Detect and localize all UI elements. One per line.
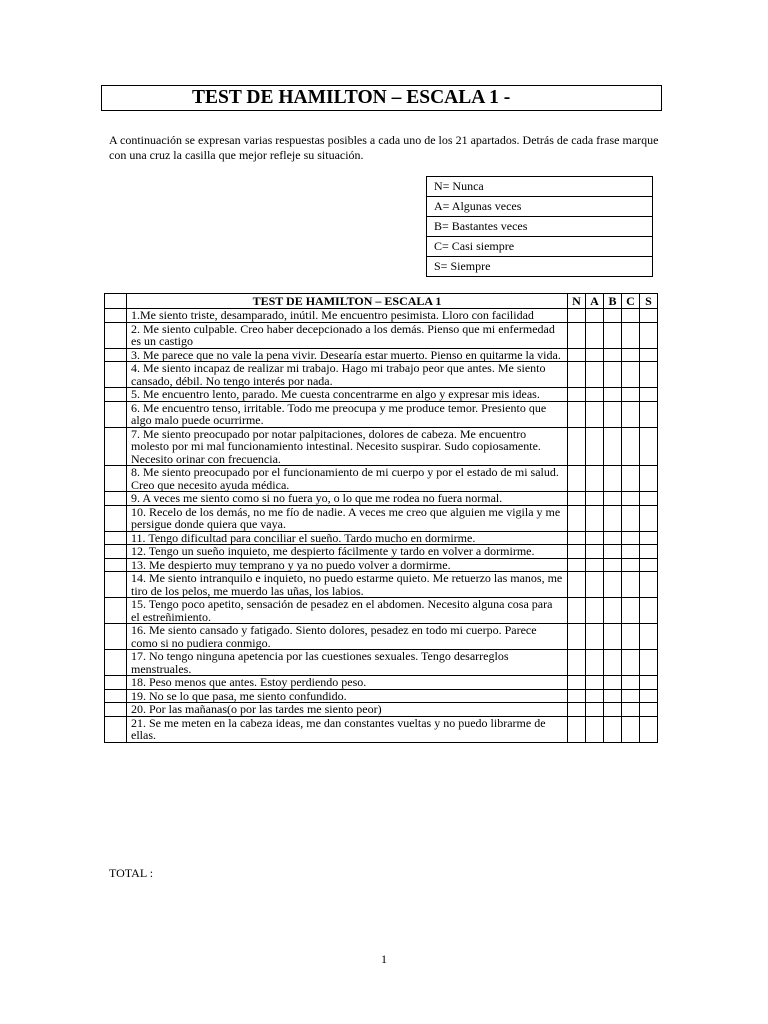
legend-item: C= Casi siempre bbox=[427, 237, 653, 257]
answer-cell-b[interactable] bbox=[604, 427, 622, 466]
answer-cell-s[interactable] bbox=[640, 505, 658, 531]
answer-cell-n[interactable] bbox=[568, 572, 586, 598]
table-row bbox=[105, 492, 658, 506]
answer-cell-n[interactable] bbox=[568, 309, 586, 323]
answer-cell-n[interactable] bbox=[568, 427, 586, 466]
legend-item: N= Nunca bbox=[427, 177, 653, 197]
question-text: 2. Me siento culpable. Creo haber decepcionado a los demás. Pienso que mi enfermedad es un castigo bbox=[127, 322, 568, 348]
answer-cell-s[interactable] bbox=[640, 492, 658, 506]
row-blank-cell bbox=[105, 309, 127, 323]
answer-cell-a[interactable] bbox=[586, 401, 604, 427]
answer-cell-n[interactable] bbox=[568, 362, 586, 388]
answer-cell-b[interactable] bbox=[604, 716, 622, 742]
table-row bbox=[105, 362, 658, 388]
answer-cell-a[interactable] bbox=[586, 650, 604, 676]
answer-cell-b[interactable] bbox=[604, 348, 622, 362]
table-row bbox=[105, 348, 658, 362]
answer-cell-a[interactable] bbox=[586, 558, 604, 572]
answer-cell-a[interactable] bbox=[586, 676, 604, 690]
answer-cell-c[interactable] bbox=[622, 545, 640, 559]
table-row bbox=[105, 505, 658, 531]
row-blank-cell bbox=[105, 466, 127, 492]
answer-cell-n[interactable] bbox=[568, 388, 586, 402]
answer-cell-n[interactable] bbox=[568, 401, 586, 427]
answer-cell-b[interactable] bbox=[604, 572, 622, 598]
row-blank-cell bbox=[105, 427, 127, 466]
answer-cell-a[interactable] bbox=[586, 689, 604, 703]
table-row bbox=[105, 598, 658, 624]
answer-cell-c[interactable] bbox=[622, 427, 640, 466]
answer-cell-n[interactable] bbox=[568, 598, 586, 624]
legend-table bbox=[426, 176, 653, 277]
answer-cell-s[interactable] bbox=[640, 716, 658, 742]
answer-cell-c[interactable] bbox=[622, 676, 640, 690]
question-text: 18. Peso menos que antes. Estoy perdiendo peso. bbox=[127, 676, 568, 690]
answer-cell-a[interactable] bbox=[586, 492, 604, 506]
answer-cell-n[interactable] bbox=[568, 624, 586, 650]
table-header-row bbox=[105, 294, 658, 309]
page-number: 1 bbox=[381, 952, 387, 966]
answer-cell-a[interactable] bbox=[586, 545, 604, 559]
row-blank-cell bbox=[105, 322, 127, 348]
question-text: 21. Se me meten en la cabeza ideas, me dan constantes vueltas y no puedo librarme de ellas. bbox=[127, 716, 568, 742]
row-blank-cell bbox=[105, 703, 127, 717]
legend-item: B= Bastantes veces bbox=[427, 217, 653, 237]
answer-cell-a[interactable] bbox=[586, 624, 604, 650]
question-text: 19. No se lo que pasa, me siento confundido. bbox=[127, 689, 568, 703]
row-blank-cell bbox=[105, 531, 127, 545]
answer-cell-c[interactable] bbox=[622, 466, 640, 492]
question-text: 1.Me siento triste, desamparado, inútil. Me encuentro pesimista. Lloro con facilidad bbox=[127, 309, 568, 323]
answer-cell-n[interactable] bbox=[568, 492, 586, 506]
answer-cell-a[interactable] bbox=[586, 531, 604, 545]
hamilton-table bbox=[104, 293, 658, 743]
table-row bbox=[105, 545, 658, 559]
answer-cell-b[interactable] bbox=[604, 650, 622, 676]
question-text: 14. Me siento intranquilo e inquieto, no puedo estarme quieto. Me retuerzo las manos, me tiro de los pelos, me muerdo las uñas, los labios. bbox=[127, 572, 568, 598]
legend-row bbox=[427, 237, 653, 257]
answer-cell-b[interactable] bbox=[604, 362, 622, 388]
answer-cell-s[interactable] bbox=[640, 558, 658, 572]
answer-cell-b[interactable] bbox=[604, 676, 622, 690]
table-row bbox=[105, 401, 658, 427]
column-header-a: A bbox=[586, 294, 604, 309]
answer-cell-s[interactable] bbox=[640, 545, 658, 559]
answer-cell-n[interactable] bbox=[568, 676, 586, 690]
answer-cell-b[interactable] bbox=[604, 689, 622, 703]
legend-row bbox=[427, 257, 653, 277]
answer-cell-s[interactable] bbox=[640, 466, 658, 492]
answer-cell-s[interactable] bbox=[640, 703, 658, 717]
answer-cell-s[interactable] bbox=[640, 348, 658, 362]
answer-cell-c[interactable] bbox=[622, 598, 640, 624]
row-blank-cell bbox=[105, 624, 127, 650]
answer-cell-b[interactable] bbox=[604, 401, 622, 427]
answer-cell-b[interactable] bbox=[604, 492, 622, 506]
answer-cell-c[interactable] bbox=[622, 322, 640, 348]
question-text: 20. Por las mañanas(o por las tardes me siento peor) bbox=[127, 703, 568, 717]
answer-cell-c[interactable] bbox=[622, 531, 640, 545]
answer-cell-s[interactable] bbox=[640, 689, 658, 703]
row-blank-cell bbox=[105, 598, 127, 624]
answer-cell-b[interactable] bbox=[604, 309, 622, 323]
row-blank-cell bbox=[105, 572, 127, 598]
row-blank-cell bbox=[105, 545, 127, 559]
table-row bbox=[105, 466, 658, 492]
answer-cell-c[interactable] bbox=[622, 558, 640, 572]
answer-cell-b[interactable] bbox=[604, 624, 622, 650]
answer-cell-a[interactable] bbox=[586, 572, 604, 598]
table-row bbox=[105, 703, 658, 717]
table-row bbox=[105, 309, 658, 323]
row-blank-cell bbox=[105, 362, 127, 388]
answer-cell-n[interactable] bbox=[568, 650, 586, 676]
question-text: 16. Me siento cansado y fatigado. Siento dolores, pesadez en todo mi cuerpo. Parece como si no pudiera conmigo. bbox=[127, 624, 568, 650]
answer-cell-s[interactable] bbox=[640, 676, 658, 690]
question-text: 10. Recelo de los demás, no me fío de nadie. A veces me creo que alguien me vigila y me persigue donde quiera que vaya. bbox=[127, 505, 568, 531]
legend-row bbox=[427, 197, 653, 217]
column-header-s: S bbox=[640, 294, 658, 309]
answer-cell-s[interactable] bbox=[640, 624, 658, 650]
question-text: 7. Me siento preocupado por notar palpitaciones, dolores de cabeza. Me encuentro molesto por mi mal funcionamiento intestinal. Necesito suspirar. Sudo copiosamente. Necesito orinar con frecuencia. bbox=[127, 427, 568, 466]
table-row bbox=[105, 388, 658, 402]
answer-cell-c[interactable] bbox=[622, 572, 640, 598]
row-blank-cell bbox=[105, 716, 127, 742]
answer-cell-b[interactable] bbox=[604, 545, 622, 559]
answer-cell-n[interactable] bbox=[568, 531, 586, 545]
question-text: 13. Me despierto muy temprano y ya no puedo volver a dormirme. bbox=[127, 558, 568, 572]
question-text: 12. Tengo un sueño inquieto, me despierto fácilmente y tardo en volver a dormirme. bbox=[127, 545, 568, 559]
row-blank-cell bbox=[105, 401, 127, 427]
row-blank-cell bbox=[105, 558, 127, 572]
column-header-c: C bbox=[622, 294, 640, 309]
answer-cell-a[interactable] bbox=[586, 362, 604, 388]
question-text: 5. Me encuentro lento, parado. Me cuesta concentrarme en algo y expresar mis ideas. bbox=[127, 388, 568, 402]
answer-cell-a[interactable] bbox=[586, 505, 604, 531]
answer-cell-c[interactable] bbox=[622, 309, 640, 323]
answer-cell-a[interactable] bbox=[586, 466, 604, 492]
answer-cell-c[interactable] bbox=[622, 624, 640, 650]
question-text: 15. Tengo poco apetito, sensación de pesadez en el abdomen. Necesito alguna cosa para el estreñimiento. bbox=[127, 598, 568, 624]
question-text: 11. Tengo dificultad para conciliar el sueño. Tardo mucho en dormirme. bbox=[127, 531, 568, 545]
answer-cell-s[interactable] bbox=[640, 427, 658, 466]
answer-cell-b[interactable] bbox=[604, 322, 622, 348]
legend-item: S= Siempre bbox=[427, 257, 653, 277]
answer-cell-a[interactable] bbox=[586, 427, 604, 466]
answer-cell-b[interactable] bbox=[604, 531, 622, 545]
question-text: 4. Me siento incapaz de realizar mi trabajo. Hago mi trabajo peor que antes. Me siento cansado, débil. No tengo interés por nada. bbox=[127, 362, 568, 388]
answer-cell-s[interactable] bbox=[640, 531, 658, 545]
answer-cell-c[interactable] bbox=[622, 362, 640, 388]
answer-cell-n[interactable] bbox=[568, 322, 586, 348]
answer-cell-n[interactable] bbox=[568, 505, 586, 531]
table-row bbox=[105, 624, 658, 650]
answer-cell-c[interactable] bbox=[622, 401, 640, 427]
document-title: TEST DE HAMILTON – ESCALA 1 - bbox=[192, 87, 511, 108]
answer-cell-a[interactable] bbox=[586, 322, 604, 348]
table-row bbox=[105, 322, 658, 348]
answer-cell-n[interactable] bbox=[568, 348, 586, 362]
answer-cell-a[interactable] bbox=[586, 388, 604, 402]
table-row bbox=[105, 572, 658, 598]
intro-text: A continuación se expresan varias respuestas posibles a cada uno de los 21 apartados. Detrás de cada frase marque con una cruz la casilla que mejor refleje su situación. bbox=[109, 133, 659, 162]
answer-cell-c[interactable] bbox=[622, 716, 640, 742]
answer-cell-b[interactable] bbox=[604, 558, 622, 572]
answer-cell-n[interactable] bbox=[568, 689, 586, 703]
legend-row bbox=[427, 217, 653, 237]
answer-cell-s[interactable] bbox=[640, 598, 658, 624]
answer-cell-c[interactable] bbox=[622, 505, 640, 531]
row-blank-cell bbox=[105, 505, 127, 531]
answer-cell-n[interactable] bbox=[568, 558, 586, 572]
row-blank-cell bbox=[105, 388, 127, 402]
answer-cell-b[interactable] bbox=[604, 466, 622, 492]
answer-cell-s[interactable] bbox=[640, 401, 658, 427]
answer-cell-b[interactable] bbox=[604, 388, 622, 402]
answer-cell-n[interactable] bbox=[568, 716, 586, 742]
question-text: 9. A veces me siento como si no fuera yo, o lo que me rodea no fuera normal. bbox=[127, 492, 568, 506]
answer-cell-s[interactable] bbox=[640, 309, 658, 323]
question-text: 17. No tengo ninguna apetencia por las cuestiones sexuales. Tengo desarreglos menstruales. bbox=[127, 650, 568, 676]
legend-row bbox=[427, 177, 653, 197]
row-blank-cell bbox=[105, 676, 127, 690]
question-text: 3. Me parece que no vale la pena vivir. Desearía estar muerto. Pienso en quitarme la vida. bbox=[127, 348, 568, 362]
question-text: 8. Me siento preocupado por el funcionamiento de mi cuerpo y por el estado de mi salud. Creo que necesito ayuda médica. bbox=[127, 466, 568, 492]
answer-cell-a[interactable] bbox=[586, 598, 604, 624]
answer-cell-n[interactable] bbox=[568, 466, 586, 492]
answer-cell-s[interactable] bbox=[640, 388, 658, 402]
table-row bbox=[105, 676, 658, 690]
answer-cell-s[interactable] bbox=[640, 322, 658, 348]
row-blank-cell bbox=[105, 348, 127, 362]
answer-cell-c[interactable] bbox=[622, 348, 640, 362]
row-blank-cell bbox=[105, 650, 127, 676]
answer-cell-c[interactable] bbox=[622, 492, 640, 506]
answer-cell-b[interactable] bbox=[604, 505, 622, 531]
table-row bbox=[105, 427, 658, 466]
table-row bbox=[105, 650, 658, 676]
answer-cell-b[interactable] bbox=[604, 598, 622, 624]
answer-cell-a[interactable] bbox=[586, 703, 604, 717]
question-text: 6. Me encuentro tenso, irritable. Todo me preocupa y me produce temor. Presiento que algo malo puede ocurrirme. bbox=[127, 401, 568, 427]
total-label: TOTAL : bbox=[109, 866, 154, 880]
legend-item: A= Algunas veces bbox=[427, 197, 653, 217]
answer-cell-s[interactable] bbox=[640, 362, 658, 388]
answer-cell-n[interactable] bbox=[568, 703, 586, 717]
answer-cell-c[interactable] bbox=[622, 703, 640, 717]
table-row bbox=[105, 531, 658, 545]
answer-cell-a[interactable] bbox=[586, 348, 604, 362]
title-box bbox=[101, 85, 662, 111]
answer-cell-s[interactable] bbox=[640, 650, 658, 676]
answer-cell-a[interactable] bbox=[586, 309, 604, 323]
header-blank-cell bbox=[105, 294, 127, 309]
answer-cell-a[interactable] bbox=[586, 716, 604, 742]
answer-cell-b[interactable] bbox=[604, 703, 622, 717]
answer-cell-c[interactable] bbox=[622, 650, 640, 676]
table-header-title: TEST DE HAMILTON – ESCALA 1 bbox=[127, 294, 568, 309]
answer-cell-n[interactable] bbox=[568, 545, 586, 559]
column-header-b: B bbox=[604, 294, 622, 309]
row-blank-cell bbox=[105, 689, 127, 703]
table-row bbox=[105, 558, 658, 572]
table-row bbox=[105, 716, 658, 742]
row-blank-cell bbox=[105, 492, 127, 506]
answer-cell-c[interactable] bbox=[622, 388, 640, 402]
table-row bbox=[105, 689, 658, 703]
answer-cell-c[interactable] bbox=[622, 689, 640, 703]
answer-cell-s[interactable] bbox=[640, 572, 658, 598]
column-header-n: N bbox=[568, 294, 586, 309]
